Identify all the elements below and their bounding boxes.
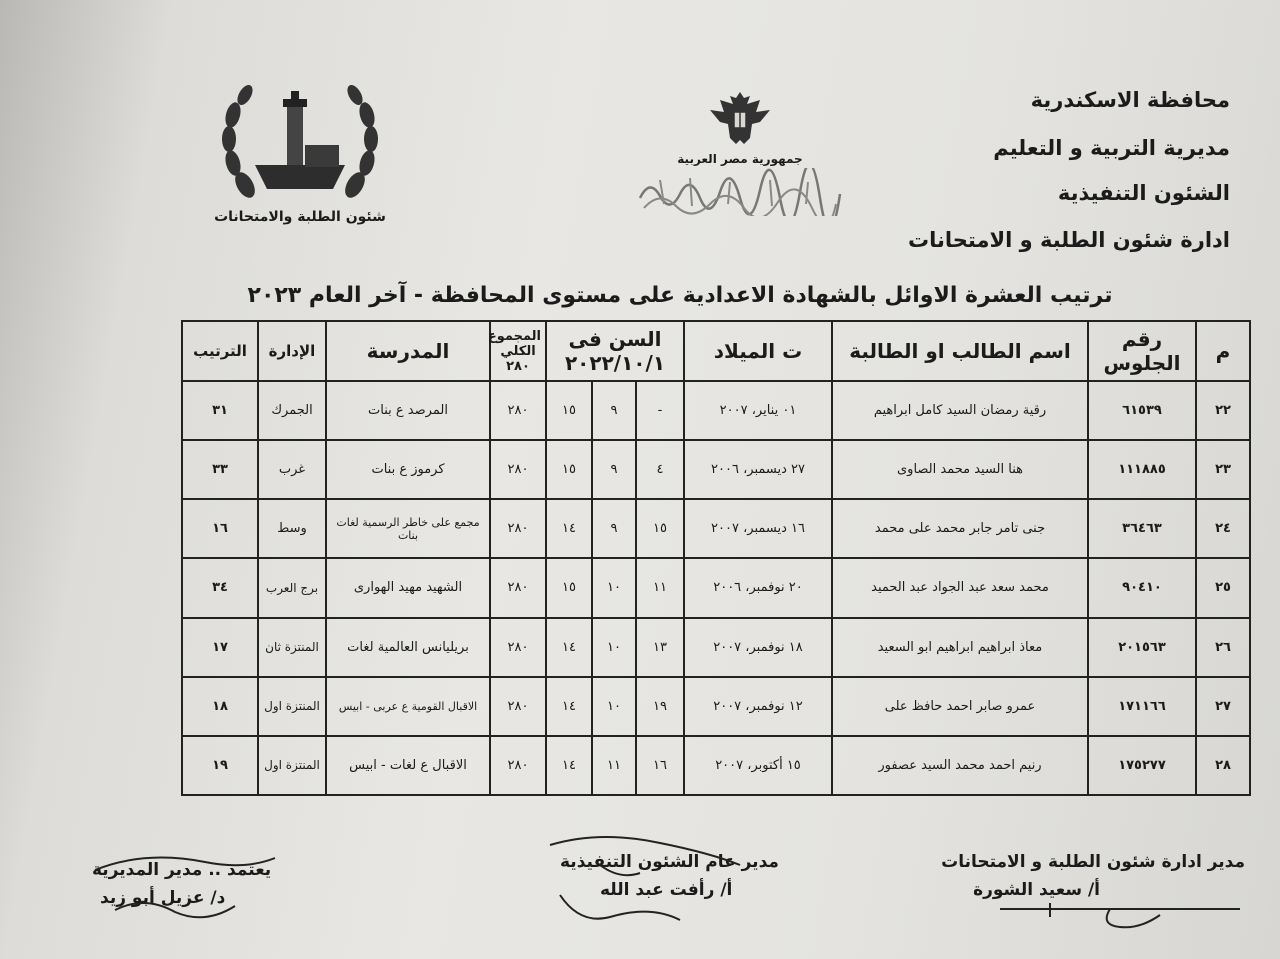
table-row xyxy=(182,677,1250,736)
cell-total: ٢٨٠ xyxy=(490,499,546,558)
cell-rank: ٣١ xyxy=(182,381,258,440)
col-header-seat: رقم الجلوس xyxy=(1088,321,1196,381)
cell-age-year: ١٤ xyxy=(546,618,592,677)
cell-age-year: ١٤ xyxy=(546,677,592,736)
col-header-total: المجموع الكلي ٢٨٠ xyxy=(490,321,546,381)
cell-birth: ١٥ أكتوبر، ٢٠٠٧ xyxy=(684,736,832,795)
cell-m: ٢٤ xyxy=(1196,499,1250,558)
cell-m: ٢٦ xyxy=(1196,618,1250,677)
eagle-icon xyxy=(700,88,780,148)
cell-name: عمرو صابر احمد حافظ على xyxy=(832,677,1088,736)
cell-admin: المنتزة اول xyxy=(258,677,326,736)
cell-age-day: ١٣ xyxy=(636,618,684,677)
cell-name: رنيم احمد محمد السيد عصفور xyxy=(832,736,1088,795)
right-signature-mark xyxy=(990,895,1250,935)
cell-seat: ١١١٨٨٥ xyxy=(1088,440,1196,499)
col-header-birth: ت الميلاد xyxy=(684,321,832,381)
cell-total: ٢٨٠ xyxy=(490,381,546,440)
table-row xyxy=(182,618,1250,677)
cell-school: الاقبال القومية ع عربى - ابيس xyxy=(326,677,490,736)
right-signatory-name: أ/ سعيد الشورة xyxy=(973,880,1100,900)
calligraphy-stamp xyxy=(630,168,850,216)
left-signatory-name: د/ عزيل أبو زيد xyxy=(100,888,226,908)
table-row xyxy=(182,381,1250,440)
col-header-admin: الإدارة xyxy=(258,321,326,381)
cell-birth: ١٨ نوفمبر، ٢٠٠٧ xyxy=(684,618,832,677)
cell-name: محمد سعد عبد الجواد عبد الحميد xyxy=(832,558,1088,617)
table-header-row xyxy=(182,321,1250,381)
cell-school: الشهيد مهيد الهوارى xyxy=(326,558,490,617)
cell-school: بريليانس العالمية لغات xyxy=(326,618,490,677)
cell-age-day: - xyxy=(636,381,684,440)
cell-school: كرموز ع بنات xyxy=(326,440,490,499)
col-header-name: اسم الطالب او الطالبة xyxy=(832,321,1088,381)
cell-age-year: ١٤ xyxy=(546,736,592,795)
cell-age-month: ٩ xyxy=(592,440,636,499)
cell-rank: ٣٤ xyxy=(182,558,258,617)
executive-affairs-line: الشئون التنفيذية xyxy=(1057,181,1230,205)
cell-age-month: ١٠ xyxy=(592,618,636,677)
cell-age-day: ١٥ xyxy=(636,499,684,558)
center-signatory-name: أ/ رأفت عبد الله xyxy=(600,880,733,900)
cell-school: مجمع على خاطر الرسمية لغات بنات xyxy=(326,499,490,558)
right-signatory-title: مدير ادارة شئون الطلبة و الامتحانات xyxy=(941,852,1245,872)
left-signatory-title: يعتمد .. مدير المديرية xyxy=(92,860,272,880)
cell-age-day: ١٦ xyxy=(636,736,684,795)
cell-rank: ٣٣ xyxy=(182,440,258,499)
table-row xyxy=(182,440,1250,499)
cell-total: ٢٨٠ xyxy=(490,677,546,736)
cell-seat: ٩٠٤١٠ xyxy=(1088,558,1196,617)
egypt-emblem xyxy=(630,88,850,228)
cell-birth: ٢٠ نوفمبر، ٢٠٠٦ xyxy=(684,558,832,617)
cell-admin: غرب xyxy=(258,440,326,499)
table-row xyxy=(182,736,1250,795)
cell-school: المرصد ع بنات xyxy=(326,381,490,440)
col-header-age: السن فى ٢٠٢٢/١٠/١ xyxy=(546,321,684,381)
cell-m: ٢٧ xyxy=(1196,677,1250,736)
cell-total: ٢٨٠ xyxy=(490,558,546,617)
cell-m: ٢٢ xyxy=(1196,381,1250,440)
table-row xyxy=(182,499,1250,558)
col-header-m: م xyxy=(1196,321,1250,381)
cell-name: هنا السيد محمد الصاوى xyxy=(832,440,1088,499)
cell-seat: ١٧١١٦٦ xyxy=(1088,677,1196,736)
cell-age-year: ١٥ xyxy=(546,440,592,499)
left-signature-mark xyxy=(85,840,285,930)
directorate-line: مديرية التربية و التعليم xyxy=(993,136,1230,160)
emblem-caption: جمهورية مصر العربية xyxy=(677,152,803,166)
cell-admin: برج العرب xyxy=(258,558,326,617)
page-title: ترتيب العشرة الاوائل بالشهادة الاعدادية على مستوى المحافظة - آخر العام ٢٠٢٣ xyxy=(247,283,1113,308)
cell-age-month: ١٠ xyxy=(592,558,636,617)
cell-total: ٢٨٠ xyxy=(490,736,546,795)
cell-admin: وسط xyxy=(258,499,326,558)
logo-caption: شئون الطلبة والامتحانات xyxy=(214,209,386,225)
cell-age-year: ١٥ xyxy=(546,558,592,617)
cell-age-month: ٩ xyxy=(592,499,636,558)
col-header-school: المدرسة xyxy=(326,321,490,381)
cell-age-day: ٤ xyxy=(636,440,684,499)
cell-age-month: ١١ xyxy=(592,736,636,795)
center-signature-mark xyxy=(540,825,770,935)
cell-age-month: ٩ xyxy=(592,381,636,440)
cell-name: رقية رمضان السيد كامل ابراهيم xyxy=(832,381,1088,440)
cell-m: ٢٥ xyxy=(1196,558,1250,617)
cell-birth: ٢٧ ديسمبر، ٢٠٠٦ xyxy=(684,440,832,499)
cell-seat: ٢٠١٥٦٣ xyxy=(1088,618,1196,677)
exams-admin-line: ادارة شئون الطلبة و الامتحانات xyxy=(908,228,1230,252)
cell-name: جنى تامر جابر محمد على محمد xyxy=(832,499,1088,558)
exams-affairs-logo xyxy=(205,85,395,235)
cell-age-day: ١١ xyxy=(636,558,684,617)
cell-m: ٢٨ xyxy=(1196,736,1250,795)
cell-name: معاذ ابراهيم ابراهيم ابو السعيد xyxy=(832,618,1088,677)
cell-rank: ١٨ xyxy=(182,677,258,736)
cell-rank: ١٦ xyxy=(182,499,258,558)
cell-age-month: ١٠ xyxy=(592,677,636,736)
col-header-rank: الترتيب xyxy=(182,321,258,381)
cell-age-day: ١٩ xyxy=(636,677,684,736)
cell-birth: ١٢ نوفمبر، ٢٠٠٧ xyxy=(684,677,832,736)
cell-age-year: ١٤ xyxy=(546,499,592,558)
cell-school: الاقبال ع لغات - ابيس xyxy=(326,736,490,795)
table-row xyxy=(182,558,1250,617)
cell-seat: ٣٦٤٦٣ xyxy=(1088,499,1196,558)
cell-seat: ١٧٥٢٧٧ xyxy=(1088,736,1196,795)
cell-total: ٢٨٠ xyxy=(490,618,546,677)
cell-rank: ١٩ xyxy=(182,736,258,795)
cell-admin: الجمرك xyxy=(258,381,326,440)
cell-admin: المنتزة اول xyxy=(258,736,326,795)
top-students-table xyxy=(181,320,1251,796)
cell-birth: ١٦ ديسمبر، ٢٠٠٧ xyxy=(684,499,832,558)
cell-rank: ١٧ xyxy=(182,618,258,677)
center-signatory-title: مدير عام الشئون التنفيذية xyxy=(560,852,779,872)
cell-admin: المنتزة ثان xyxy=(258,618,326,677)
cell-total: ٢٨٠ xyxy=(490,440,546,499)
cell-birth: ٠١ يناير، ٢٠٠٧ xyxy=(684,381,832,440)
cell-age-year: ١٥ xyxy=(546,381,592,440)
lighthouse-wreath-icon xyxy=(205,85,395,209)
governorate-line: محافظة الاسكندرية xyxy=(1030,88,1230,112)
cell-m: ٢٣ xyxy=(1196,440,1250,499)
cell-seat: ٦١٥٣٩ xyxy=(1088,381,1196,440)
